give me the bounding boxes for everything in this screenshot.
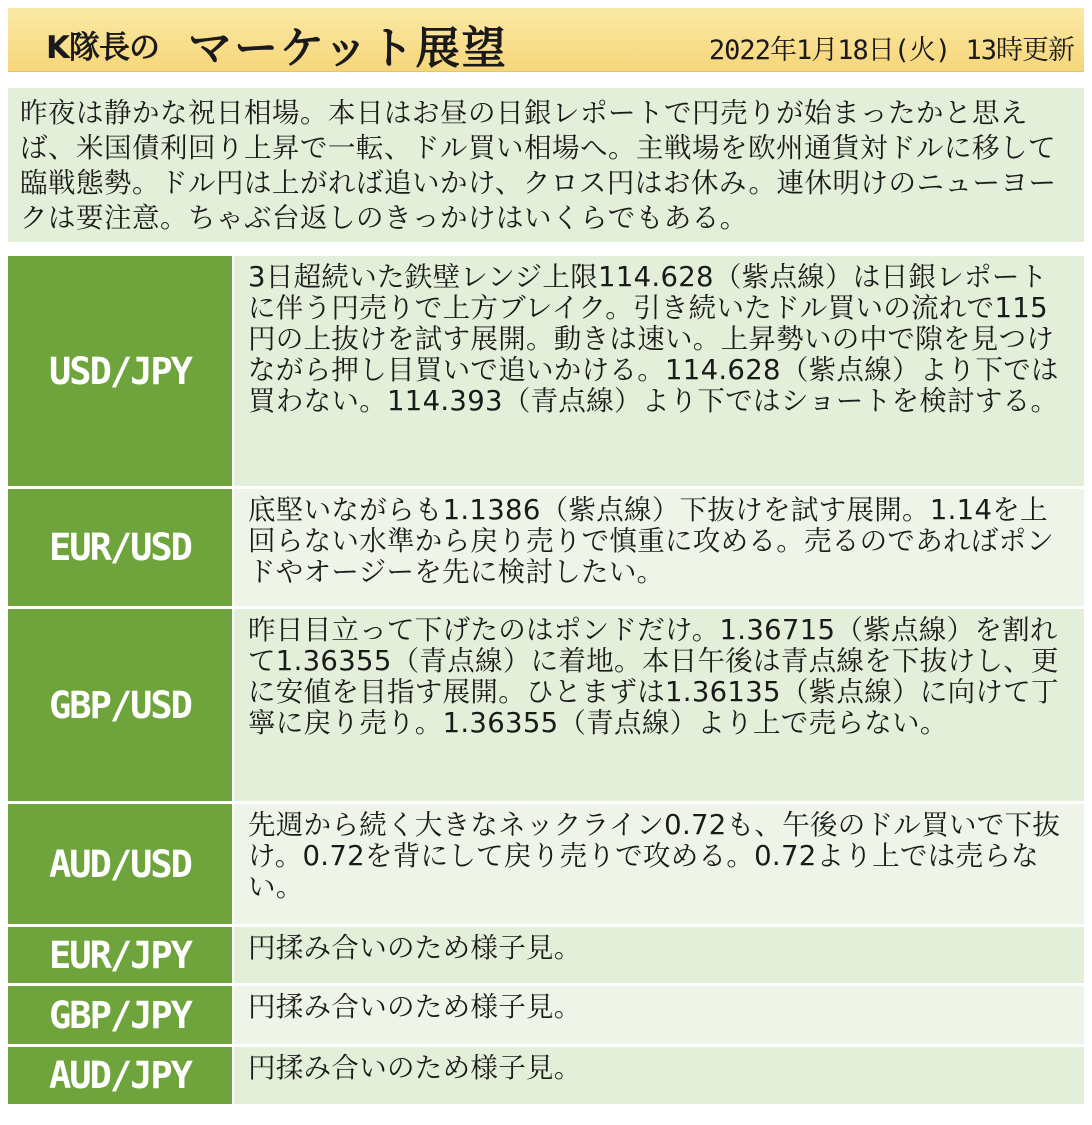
update-timestamp: 2022年1月18日(火) 13時更新 <box>708 35 1074 66</box>
pair-label: GBP/JPY <box>8 986 232 1044</box>
table-row-gbpusd <box>8 609 1084 804</box>
pair-comment: 底堅いながらも1.1386（紫点線）下抜けを試す展開。1.14を上回らない水準から戻り売りで慎重に攻める。売るのであればポンドやオージーを先に検討したい。 <box>234 489 1084 606</box>
pair-comment: 3日超続いた鉄壁レンジ上限114.628（紫点線）は日銀レポートに伴う円売りで上方ブレイク。引き続いたドル買いの流れで115円の上抜けを試す展開。動きは速い。上昇勢いの中で隙を見つけながら押し目買いで追いかける。114.628（紫点線）より下では買わない。114.393（青点線）より下ではショートを検討する。 <box>234 256 1084 486</box>
pair-table <box>8 256 1084 1107</box>
table-row-audusd <box>8 804 1084 927</box>
pair-comment: 円揉み合いのため様子見。 <box>234 1047 1084 1104</box>
table-row-gbpjpy <box>8 986 1084 1047</box>
pair-label: USD/JPY <box>8 256 232 486</box>
pair-label: GBP/USD <box>8 609 232 801</box>
author-label: K隊長の <box>46 30 160 66</box>
header-banner <box>8 8 1084 72</box>
pair-label: EUR/JPY <box>8 927 232 983</box>
table-row-audjpy <box>8 1047 1084 1107</box>
pair-comment: 円揉み合いのため様子見。 <box>234 986 1084 1044</box>
table-row-eurjpy <box>8 927 1084 986</box>
pair-comment: 昨日目立って下げたのはポンドだけ。1.36715（紫点線）を割れて1.36355（青点線）に着地。本日午後は青点線を下抜けし、更に安値を目指す展開。ひとまずは1.36135（紫点線）に向けて丁寧に戻り売り。1.36355（青点線）より上で売らない。 <box>234 609 1084 801</box>
table-row-usdjpy <box>8 256 1084 489</box>
pair-label: AUD/USD <box>8 804 232 924</box>
summary-text: 昨夜は静かな祝日相場。本日はお昼の日銀レポートで円売りが始まったかと思えば、米国債利回り上昇で一転、ドル買い相場へ。主戦場を欧州通貨対ドルに移して臨戦態勢。ドル円は上がれば追いかけ、クロス円はお休み。連休明けのニューヨークは要注意。ちゃぶ台返しのきっかけはいくらでもある。 <box>20 97 1057 234</box>
pair-comment: 円揉み合いのため様子見。 <box>234 927 1084 983</box>
pair-label: EUR/USD <box>8 489 232 606</box>
pair-label: AUD/JPY <box>8 1047 232 1104</box>
pair-comment: 先週から続く大きなネックライン0.72も、午後のドル買いで下抜け。0.72を背にして戻り売りで攻める。0.72より上では売らない。 <box>234 804 1084 924</box>
table-row-eurusd <box>8 489 1084 609</box>
page-title: マーケット展望 <box>188 23 508 74</box>
market-summary <box>8 88 1084 242</box>
